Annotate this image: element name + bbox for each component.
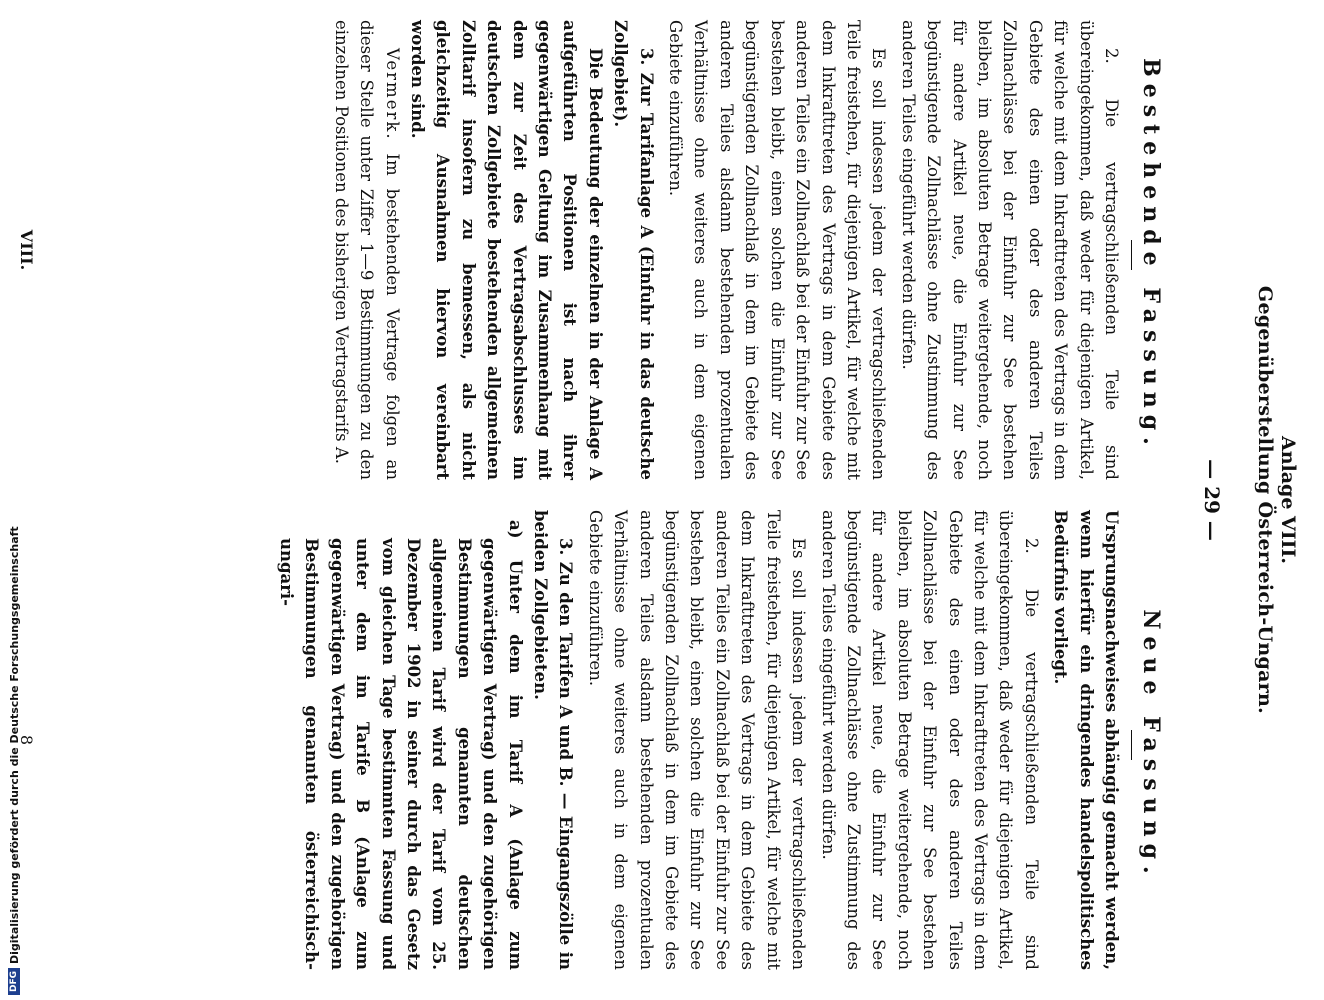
appendix-subtitle: Gegenüberstellung Österreich-Ungarn. bbox=[1254, 285, 1276, 715]
left-section-heading: 3. Zur Tarifanlage A (Einfuhr in das deutsche Zollgebiet). bbox=[611, 20, 656, 480]
right-paragraph-0: Ursprungsnachweises abhängig gemacht werden, wenn hierfür ein dringendes handelspolitisches Bedürfnis vorliegt. bbox=[1051, 510, 1121, 970]
left-paragraph-2: Es soll indessen jedem der vertragschließenden Teile freistehen, für diejenigen Artikel, für welche mit dem Inkrafttreten des Vertrags in dem Gebiete des anderen Teiles ein Zollnachlaß bei der Einfuhr zur See bestehen bleibt, einen solchen die Einfuhr zur See begünstigenden Zollnachlaß in dem im Gebiete des anderen Teiles alsdann bestehenden prozentualen Verhältnisse ohne weiteres auch in dem eigenen Gebiete einzuführen. bbox=[666, 20, 889, 480]
appendix-title: Anlage VIII. bbox=[1277, 435, 1299, 565]
left-remark bbox=[328, 20, 404, 480]
left-column bbox=[328, 20, 1124, 480]
left-footer-mark: VIII. bbox=[17, 229, 36, 271]
left-paragraph-3: Die Bedeutung der einzelnen in der Anlage A aufgeführten Positionen ist nach ihrer gegenwärtigen Geltung im Zusammenhang mit dem zur Zeit des Vertragsabschlusses im deutschen Zollgebiete bestehenden allgemeinen Zolltarif insofern zu bemessen, als nicht gleichzeitig Ausnahmen hiervon vereinbart worden sind. bbox=[408, 20, 605, 480]
left-paragraph-1: 2. Die vertragschließenden Teile sind übereingekommen, daß weder für diejenigen Artikel, für welche mit dem Inkrafttreten des Vertrags in dem Gebiete des einen oder des anderen Teiles Zollnachlässe bei der Einfuhr zur See bestehen bleiben, im absoluten Betrage weitergehende, noch für andere Artikel neue, die Einfuhr zur See begünstigende Zollnachlässe ohne Zustimmung des anderen Teiles eingeführt werden dürfen. bbox=[898, 20, 1121, 480]
title-rule bbox=[1131, 240, 1132, 270]
left-column-title-text: Bestehende Fassung. bbox=[1138, 58, 1164, 452]
credit-text: Digitalisierung gefördert durch die Deutsche Forschungsgemeinschaft bbox=[7, 526, 21, 964]
right-paragraph-1: 2. Die vertragschließenden Teile sind übereingekommen, daß weder für diejenigen Artikel, für welche mit dem Inkrafttreten des Vertrags in dem Gebiete des einen oder des anderen Teiles Zollnachlässe bei der Einfuhr zur See bestehen bleiben, im absoluten Betrage weitergehende, noch für andere Artikel neue, die Einfuhr zur See begünstigende Zollnachlässe ohne Zustimmung des anderen Teiles eingeführt werden dürfen. bbox=[818, 510, 1041, 970]
left-column-title bbox=[1131, 20, 1164, 490]
dfg-logo: DFG bbox=[8, 968, 20, 995]
remark-label: Vermerk. bbox=[382, 48, 402, 141]
remark-text: Im bestehenden Vertrage folgen an dieser Stelle unter Ziffer 1—9 Bestimmungen zu den einzelnen Positionen des bisherigen Vertragstarifs A. bbox=[331, 20, 402, 480]
right-column-title bbox=[1131, 510, 1164, 980]
right-paragraph-2: Es soll indessen jedem der vertragschließenden Teile freistehen, für diejenigen Artikel, für welche mit dem Inkrafttreten des Vertrags in dem Gebiete des anderen Teiles ein Zollnachlaß bei der Einfuhr zur See bestehen bleibt, einen solchen die Einfuhr zur See begünstigenden Zollnachlaß in dem im Gebiete des anderen Teiles alsdann bestehenden prozentualen Verhältnisse ohne weiteres auch in dem eigenen Gebiete einzuführen. bbox=[585, 510, 809, 970]
right-column bbox=[274, 510, 1124, 970]
right-footer-mark: 8 bbox=[17, 734, 36, 746]
right-section-heading: 3. Zu den Tarifen A und B. — Eingangszölle in beiden Zollgebieten. bbox=[531, 510, 576, 970]
right-item-a: a) Unter dem im Tarif A (Anlage zum gegenwärtigen Vertrag) und den zugehörigen Bestimmungen genannten deutschen allgemeinen Tarif wird der Tarif vom 25. Dezember 1902 in seiner durch das Gesetz vom gleichen Tage bestimmten Fassung und unter dem im Tarife B (Anlage zum gegenwärtigen Vertrag) und den zugehörigen Bestimmungen genannten österreichisch-ungari- bbox=[277, 520, 525, 970]
right-column-title-text: Neue Fassung. bbox=[1138, 609, 1164, 881]
digitization-credit bbox=[6, 5, 22, 995]
title-rule bbox=[1131, 730, 1132, 760]
page-number: — 29 — bbox=[1200, 459, 1224, 541]
